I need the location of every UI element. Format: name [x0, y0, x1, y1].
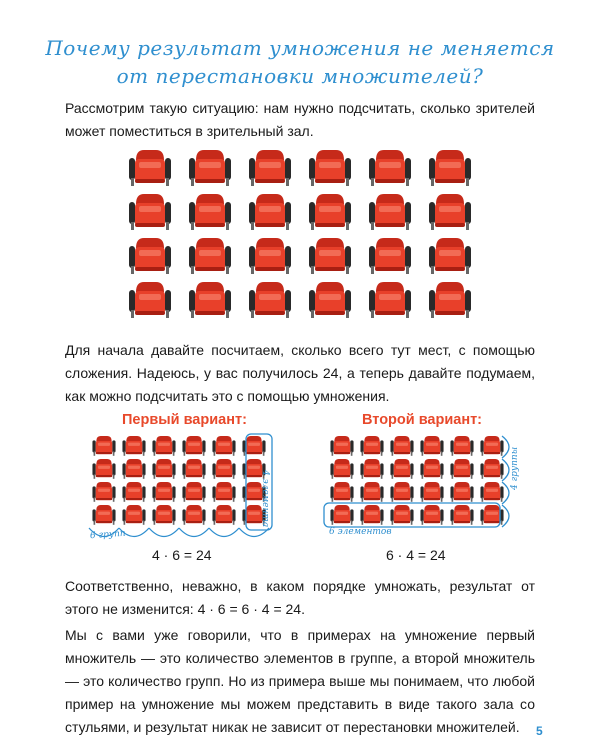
seat-r1-c3 — [420, 459, 443, 479]
variant-2-title: Второй вариант: — [362, 412, 483, 428]
seat-r0-c0 — [330, 436, 353, 456]
seat-r2-c4 — [450, 482, 473, 502]
seat-r0-c1 — [360, 436, 383, 456]
seat-r3-c3 — [420, 505, 443, 525]
page-title-line-2: от перестановки множителей? — [116, 64, 484, 88]
seat-r0-c4 — [450, 436, 473, 456]
variant-1-equation: 4 · 6 = 24 — [152, 547, 212, 563]
seat-r0-c2 — [390, 436, 413, 456]
seat-r3-c4 — [450, 505, 473, 525]
seat-r3-c1 — [360, 505, 383, 525]
seat-r2-c3 — [420, 482, 443, 502]
seat-r3-c2 — [390, 505, 413, 525]
seat-r1-c5 — [480, 459, 503, 479]
conclusion-paragraph: Соответственно, неважно, в каком порядке умножать, результат от этого не изменится: 4 · 6 = 6 · 4 = 24. — [65, 578, 535, 617]
seat-r0-c5 — [480, 436, 503, 456]
page-number: 5 — [536, 724, 543, 738]
count-paragraph: Для начала давайте посчитаем, сколько всего тут мест, с помощью сложения. Надеюсь, у вас получилось 24, а теперь давайте подумаем, как можно подсчитать это с помощью умножения. — [65, 342, 535, 404]
seat-r2-c1 — [360, 482, 383, 502]
variant-2-equation: 6 · 4 = 24 — [386, 547, 446, 563]
seat-r2-c2 — [390, 482, 413, 502]
seat-r1-c2 — [390, 459, 413, 479]
variant-2-groups-label: 4 группы — [510, 446, 520, 490]
seat-r2-c0 — [330, 482, 353, 502]
seat-r1-c1 — [360, 459, 383, 479]
seat-r3-c0 — [330, 505, 353, 525]
variant-1-title: Первый вариант: — [122, 412, 247, 428]
variant-2-group-label: 6 элементов — [329, 527, 392, 537]
seat-r1-c0 — [330, 459, 353, 479]
variant-1-groups-label: 6 групп — [89, 528, 127, 542]
seat-r1-c4 — [450, 459, 473, 479]
final-paragraph: Мы с вами уже говорили, что в примерах на умножение первый множитель — это количество элементов в группе, а второй множитель — это количество групп. Но из примера выше мы понимаем, что любой пример на умножение мы можем представить в виде такого зала со стульями, и результат никак не зависит от перестановки множителей. — [65, 627, 535, 735]
seat-r2-c5 — [480, 482, 503, 502]
variant-1-group-label: 4 элемента — [260, 470, 270, 528]
page-title-line-1: Почему результат умножения не меняется — [45, 36, 555, 60]
intro-paragraph: Рассмотрим такую ситуацию: нам нужно подсчитать, сколько зрителей может поместиться в зрительный зал. — [65, 100, 535, 139]
seat-r0-c3 — [420, 436, 443, 456]
